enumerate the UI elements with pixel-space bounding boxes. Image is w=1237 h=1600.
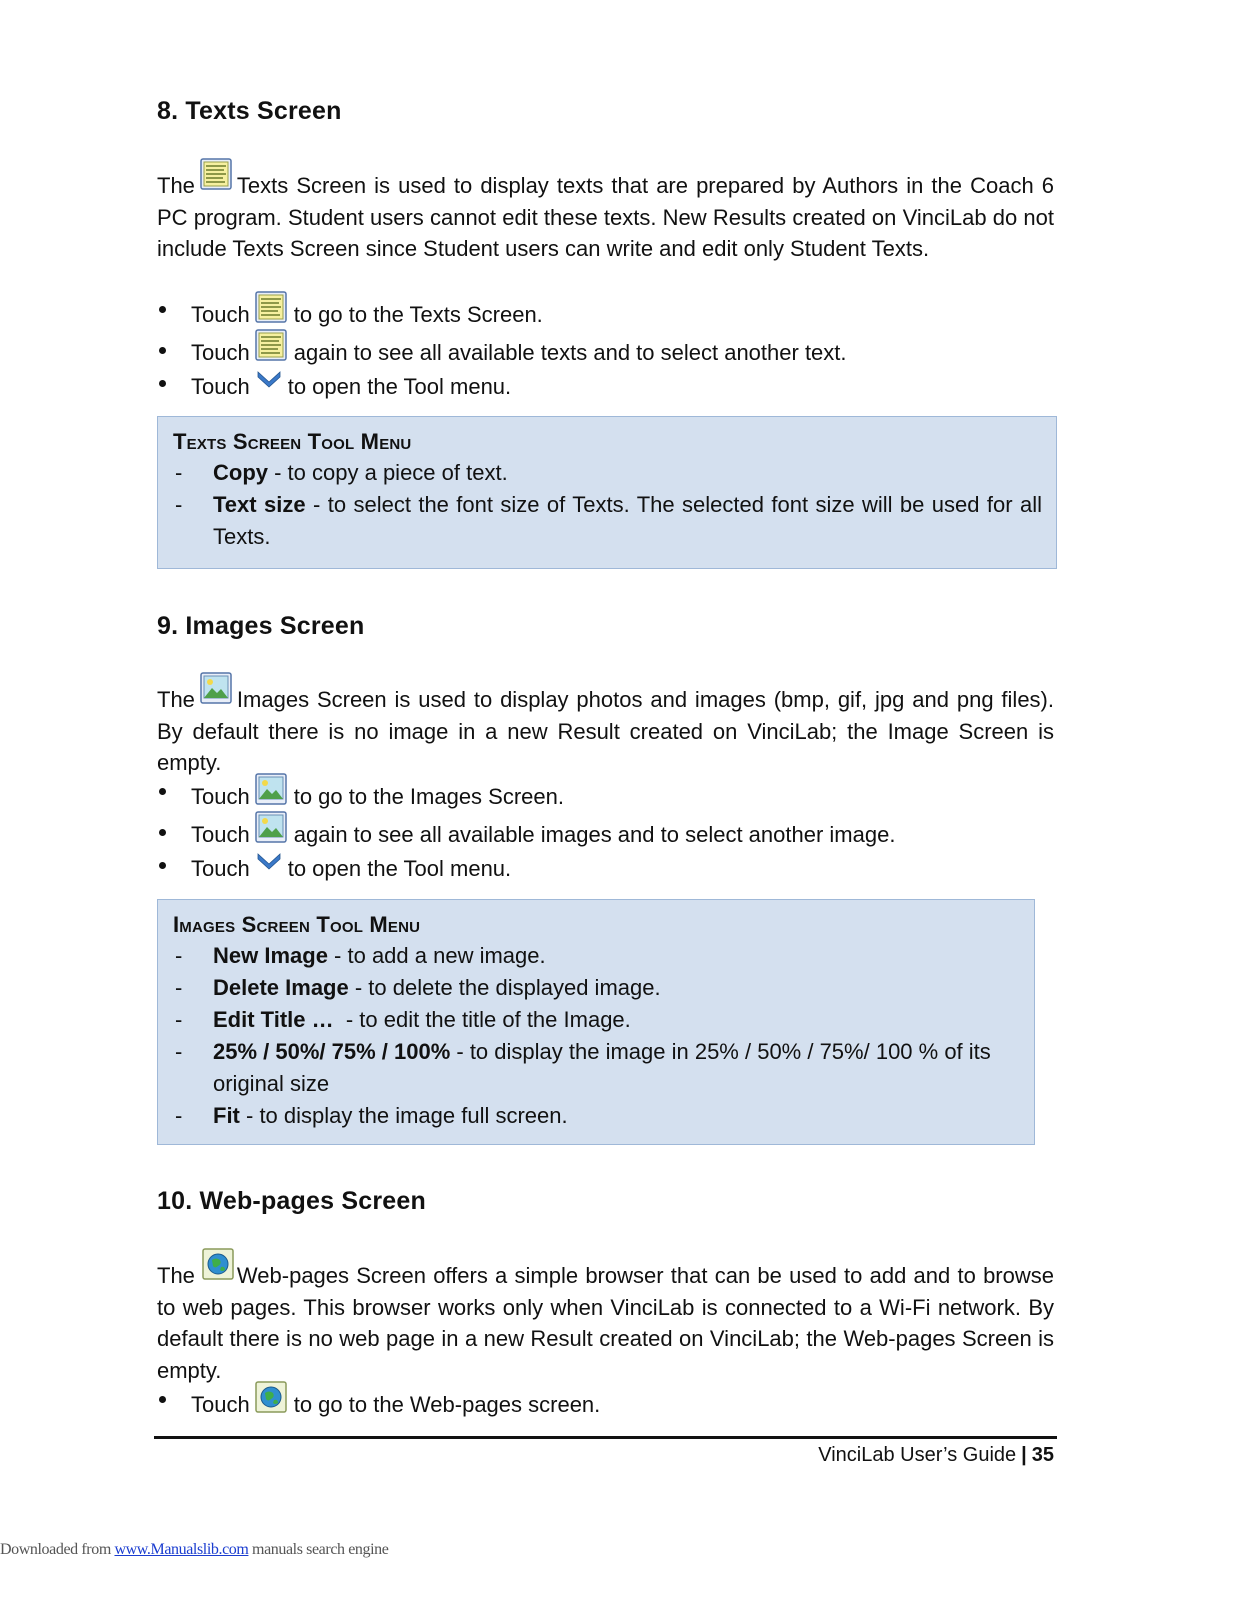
tool-menu-title: Texts Screen Tool Menu <box>173 429 412 454</box>
webpages-screen-icon <box>254 1380 288 1414</box>
tool-menu-item: - Delete Image - to delete the displayed image. <box>175 975 661 1000</box>
texts-screen-icon <box>254 290 288 324</box>
images-tool-menu-box <box>157 899 1035 1145</box>
bullet-icon <box>159 862 166 869</box>
tool-menu-item: - Copy - to copy a piece of text. <box>175 460 508 485</box>
page-footer <box>818 1443 1054 1467</box>
guide-title: VinciLab User’s Guide <box>818 1444 1017 1466</box>
images-bullet-list <box>157 772 895 882</box>
section-heading-webpages: 10. Web-pages Screen <box>157 1187 426 1215</box>
list-item: Touch to go to the Web-pages screen. <box>157 1380 600 1418</box>
tool-menu-item: - Text size - to select the font size of Texts. The selected font size will be used for all Texts. <box>175 492 1042 549</box>
list-item: Touch again to see all available images and to select another image. <box>157 810 895 850</box>
footer-rule <box>154 1436 1057 1439</box>
manualslib-link[interactable]: www.Manualslib.com <box>114 1541 249 1558</box>
list-item: Touch to go to the Images Screen. <box>157 772 895 810</box>
images-screen-icon <box>254 810 288 844</box>
images-screen-icon <box>199 671 233 705</box>
bullet-icon <box>159 788 166 795</box>
bullet-icon <box>159 306 166 313</box>
texts-screen-icon <box>254 328 288 362</box>
bullet-icon <box>159 1396 166 1403</box>
tool-menu-item: - New Image - to add a new image. <box>175 943 546 968</box>
texts-bullet-list <box>157 290 847 400</box>
webpages-screen-icon <box>201 1247 235 1281</box>
tool-menu-item: - Edit Title … - to edit the title of the Image. <box>175 1007 631 1032</box>
texts-screen-icon <box>199 157 233 191</box>
images-intro: The Images Screen is used to display photos and images (bmp, gif, jpg and png files). By default there is no image in a new Result created on VinciLab; the Image Screen is empty. <box>157 671 1054 779</box>
chevron-down-icon <box>256 850 282 872</box>
webpages-bullet-list <box>157 1380 600 1418</box>
images-screen-icon <box>254 772 288 806</box>
texts-tool-menu-box <box>157 416 1057 569</box>
footer-separator: | <box>1021 1444 1027 1466</box>
bullet-icon <box>159 829 166 836</box>
section-heading-images: 9. Images Screen <box>157 612 365 640</box>
texts-intro: The Texts Screen is used to display texts that are prepared by Authors in the Coach 6 PC program. Student users cannot edit these texts. New Results created on VinciLab do not include Texts Screen since Student users can write and edit only Student Texts. <box>157 157 1054 265</box>
bullet-icon <box>159 380 166 387</box>
chevron-down-icon <box>256 368 282 390</box>
bullet-icon <box>159 347 166 354</box>
list-item: Touch to go to the Texts Screen. <box>157 290 847 328</box>
tool-menu-title: Images Screen Tool Menu <box>173 912 421 937</box>
page-number: 35 <box>1031 1444 1054 1466</box>
section-heading-texts: 8. Texts Screen <box>157 97 342 125</box>
webpages-intro: The Web-pages Screen offers a simple browser that can be used to add and to browse to web pages. This browser works only when VinciLab is connected to a Wi-Fi network. By default there is no web page in a new Result created on VinciLab; the Web-pages Screen is empty. <box>157 1247 1054 1386</box>
tool-menu-item: - 25% / 50%/ 75% / 100% - to display the image in 25% / 50% / 75%/ 100 % of its original size <box>175 1039 991 1096</box>
list-item: Touch to open the Tool menu. <box>157 368 847 400</box>
download-note: Downloaded from www.Manualslib.com manuals search engine <box>0 1541 389 1558</box>
list-item: Touch again to see all available texts and to select another text. <box>157 328 847 368</box>
list-item: Touch to open the Tool menu. <box>157 850 895 882</box>
tool-menu-item: - Fit - to display the image full screen. <box>175 1103 568 1128</box>
